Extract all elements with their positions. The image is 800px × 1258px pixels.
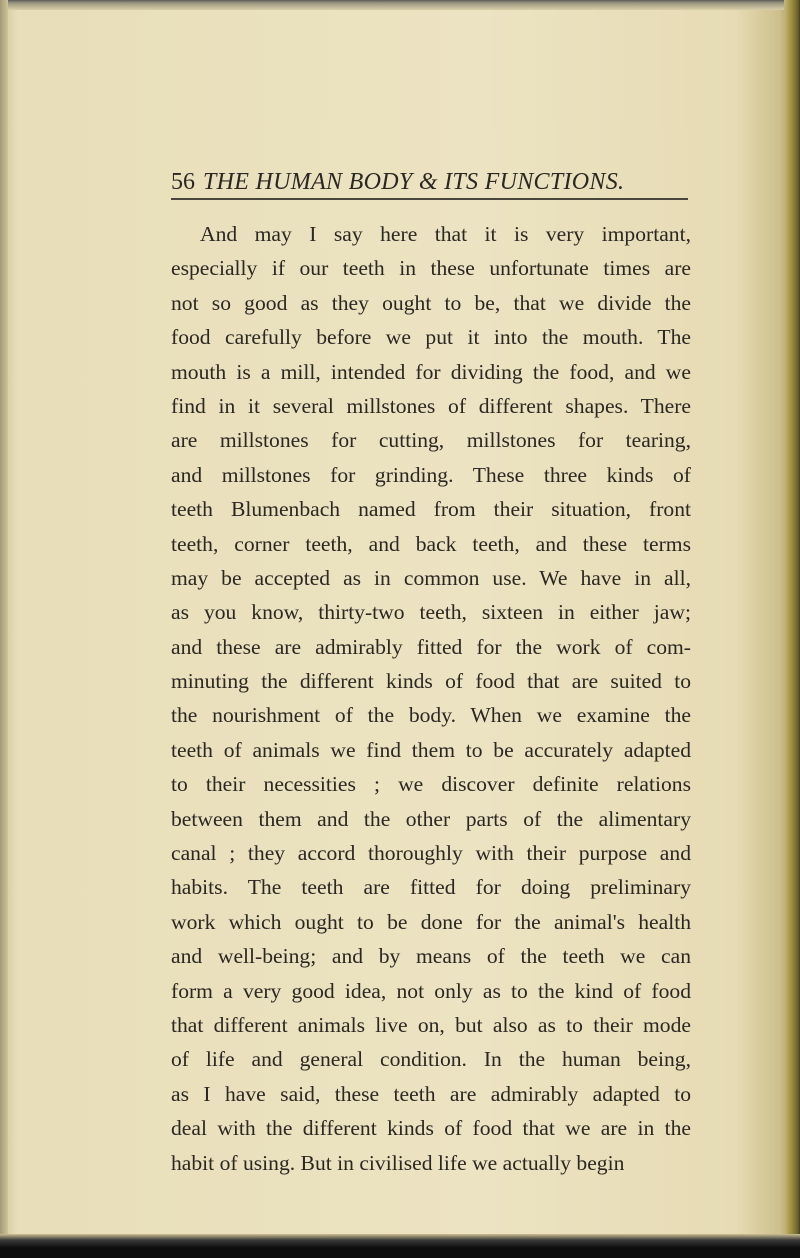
text-line: canal ; they accord thoroughly with their purpose and xyxy=(171,841,691,866)
running-head xyxy=(171,166,691,198)
text-line: find in it several millstones of different shapes. There xyxy=(171,393,691,418)
text-line: And may I say here that it is very important, xyxy=(200,222,691,246)
text-line: of life and general condition. In the human being, xyxy=(171,1047,691,1072)
text-line: teeth, corner teeth, and back teeth, and these terms xyxy=(171,531,691,556)
body-paragraph xyxy=(171,217,691,1180)
page-bottom-edge xyxy=(0,1234,800,1258)
text-line: and millstones for grinding. These three kinds of xyxy=(171,462,691,487)
text-line: as you know, thirty-two teeth, sixteen in either jaw; xyxy=(171,600,691,625)
text-line: form a very good idea, not only as to the kind of food xyxy=(171,978,691,1003)
page-right-edge xyxy=(784,0,800,1258)
page-left-edge xyxy=(0,0,8,1258)
page-number: 56 xyxy=(171,169,195,195)
text-line: deal with the different kinds of food that we are in the xyxy=(171,1116,691,1141)
text-line: habits. The teeth are fitted for doing preliminary xyxy=(171,875,691,900)
text-line: not so good as they ought to be, that we divide the xyxy=(171,290,691,315)
text-line: are millstones for cutting, millstones for tearing, xyxy=(171,428,691,453)
text-line: food carefully before we put it into the mouth. The xyxy=(171,325,691,350)
text-line: especially if our teeth in these unfortunate times are xyxy=(171,256,691,281)
text-line: that different animals live on, but also as to their mode xyxy=(171,1012,691,1037)
text-line: work which ought to be done for the animal's health xyxy=(171,909,691,934)
text-line: as I have said, these teeth are admirably adapted to xyxy=(171,1081,691,1106)
header-rule xyxy=(171,198,688,200)
text-line: teeth Blumenbach named from their situation, front xyxy=(171,497,691,522)
text-line: and these are admirably fitted for the work of com- xyxy=(171,634,691,659)
text-line: habit of using. But in civilised life we actually begin xyxy=(171,1150,625,1175)
text-line: and well-being; and by means of the teeth we can xyxy=(171,944,691,969)
text-line: between them and the other parts of the alimentary xyxy=(171,806,691,831)
text-line: may be accepted as in common use. We have in all, xyxy=(171,565,691,590)
page-top-edge xyxy=(0,0,800,10)
text-line: the nourishment of the body. When we examine the xyxy=(171,703,691,728)
running-head-title: THE HUMAN BODY & ITS FUNCTIONS. xyxy=(203,169,625,195)
text-line: teeth of animals we find them to be accurately adapted xyxy=(171,737,691,762)
text-line: to their necessities ; we discover definite relations xyxy=(171,772,691,797)
text-line: mouth is a mill, intended for dividing the food, and we xyxy=(171,359,691,384)
text-line: minuting the different kinds of food that are suited to xyxy=(171,669,691,694)
